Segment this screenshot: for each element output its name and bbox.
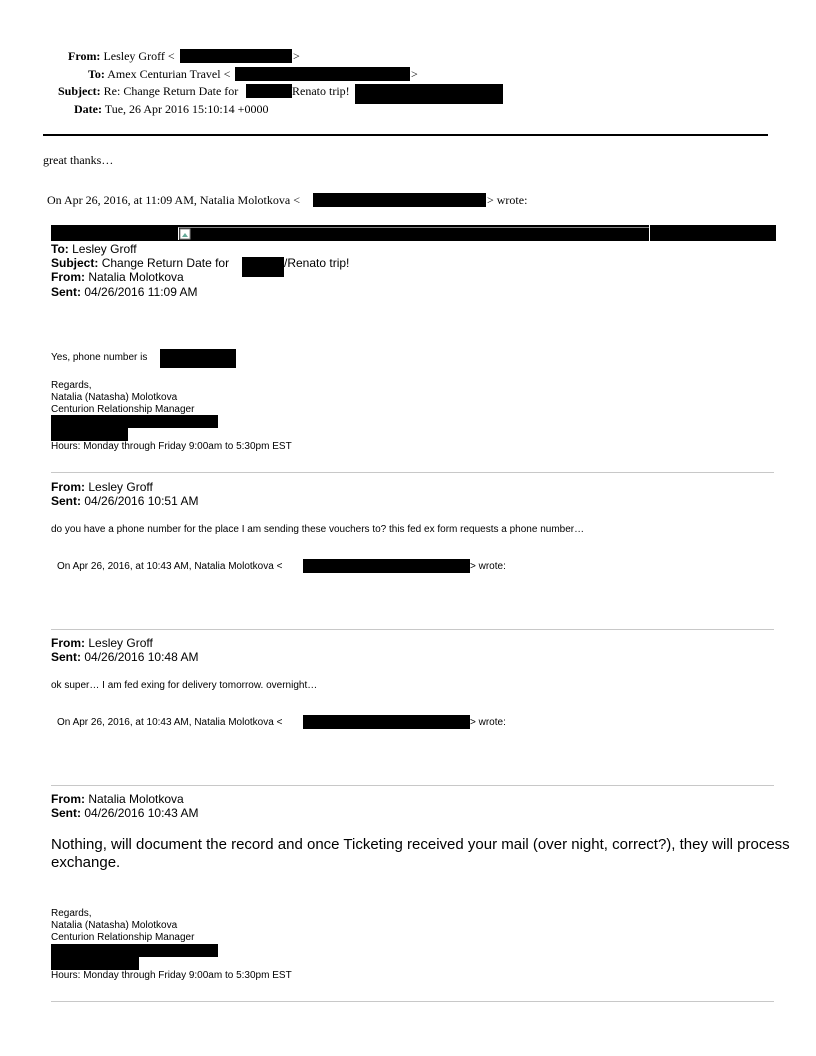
- redaction: [246, 84, 292, 98]
- sig-regards: Regards,: [51, 380, 92, 391]
- from-row: [68, 49, 175, 64]
- fwd-sent-value: 04/26/2016 11:09 AM: [84, 285, 198, 299]
- redaction: [303, 559, 470, 573]
- sig-title: Centurion Relationship Manager: [51, 404, 195, 415]
- sig-title: Centurion Relationship Manager: [51, 932, 195, 943]
- message-divider: [51, 472, 774, 473]
- msg1-sent-label: Sent:: [51, 494, 81, 508]
- subject-label: Subject:: [58, 84, 101, 98]
- msg1-from-row: [51, 481, 153, 494]
- sig-name: Natalia (Natasha) Molotkova: [51, 920, 178, 931]
- msg1-sent-value: 04/26/2016 10:51 AM: [84, 494, 199, 508]
- fwd-to-label: To:: [51, 242, 69, 256]
- to-close: >: [411, 67, 418, 81]
- msg2-quote-before: On Apr 26, 2016, at 10:43 AM, Natalia Molotkova <: [57, 717, 283, 728]
- fwd-sent-row: [51, 286, 198, 299]
- redaction: [242, 257, 284, 277]
- msg2-from-value: Lesley Groff: [88, 636, 153, 650]
- redaction: [51, 944, 218, 957]
- date-row: [74, 102, 268, 117]
- redaction: [51, 428, 128, 441]
- msg3-body-line2: exchange.: [51, 854, 121, 871]
- msg1-quote-after: > wrote:: [470, 561, 506, 572]
- sig-regards: Regards,: [51, 908, 92, 919]
- redaction: [235, 67, 410, 81]
- subject-tail: Renato trip!: [292, 84, 350, 98]
- msg2-from-label: From:: [51, 636, 85, 650]
- header-divider: [43, 134, 768, 136]
- quote-intro-before: On Apr 26, 2016, at 11:09 AM, Natalia Molotkova <: [47, 193, 300, 207]
- fwd-from-row: [51, 271, 184, 284]
- subject-row: [58, 84, 238, 99]
- msg3-from-label: From:: [51, 792, 85, 806]
- msg3-from-value: Natalia Molotkova: [88, 792, 184, 806]
- redaction: [303, 715, 470, 729]
- msg2-sent-value: 04/26/2016 10:48 AM: [84, 650, 199, 664]
- to-value: Amex Centurian Travel <: [107, 67, 231, 81]
- fwd-to-value: Lesley Groff: [72, 242, 137, 256]
- redaction: [160, 349, 236, 368]
- date-value: Tue, 26 Apr 2016 15:10:14 +0000: [104, 102, 269, 116]
- fwd-from-value: Natalia Molotkova: [88, 270, 184, 284]
- msg3-from-row: [51, 793, 184, 806]
- fwd-subject-value: Change Return Date for: [101, 256, 230, 270]
- fwd-subject-label: Subject:: [51, 256, 99, 270]
- fwd-subject-tail: /Renato trip!: [284, 256, 350, 270]
- msg1-body: do you have a phone number for the place I am sending these vouchers to? this fed ex form requests a phone number…: [51, 524, 585, 535]
- msg2-body: ok super… I am fed exing for delivery tomorrow. overnight…: [51, 680, 318, 691]
- msg2-sent-label: Sent:: [51, 650, 81, 664]
- sig-name: Natalia (Natasha) Molotkova: [51, 392, 178, 403]
- fwd-subject-row: [51, 257, 229, 270]
- msg1-quote-before: On Apr 26, 2016, at 10:43 AM, Natalia Molotkova <: [57, 561, 283, 572]
- redaction: [51, 415, 218, 428]
- fwd-sent-label: Sent:: [51, 285, 81, 299]
- msg1-from-value: Lesley Groff: [88, 480, 153, 494]
- redaction: [355, 84, 503, 104]
- fwd-from-label: From:: [51, 270, 85, 284]
- date-label: Date:: [74, 102, 102, 116]
- msg2-sent-row: [51, 651, 198, 664]
- sig-hours: Hours: Monday through Friday 9:00am to 5:30pm EST: [51, 441, 292, 452]
- msg3-body-line1: Nothing, will document the record and once Ticketing received your mail (over night, correct?), they will process: [51, 836, 790, 853]
- message-divider: [51, 785, 774, 786]
- redaction: [51, 957, 139, 970]
- fwd-to-row: [51, 243, 137, 256]
- msg3-sent-value: 04/26/2016 10:43 AM: [84, 806, 199, 820]
- from-label: From:: [68, 49, 101, 63]
- quote-intro-after: > wrote:: [487, 193, 528, 207]
- to-label: To:: [88, 67, 105, 81]
- broken-image-icon: [179, 228, 191, 240]
- fwd-body: Yes, phone number is: [51, 352, 148, 363]
- subject-value: Re: Change Return Date for: [103, 84, 239, 98]
- redaction: [313, 193, 486, 207]
- redaction: [180, 49, 292, 63]
- msg1-from-label: From:: [51, 480, 85, 494]
- msg2-quote-after: > wrote:: [470, 717, 506, 728]
- msg1-sent-row: [51, 495, 198, 508]
- msg3-sent-label: Sent:: [51, 806, 81, 820]
- from-close: >: [293, 49, 300, 63]
- message-divider: [51, 1001, 774, 1002]
- reply-body: great thanks…: [43, 153, 114, 167]
- to-row: [88, 67, 230, 82]
- msg3-sent-row: [51, 807, 198, 820]
- msg2-from-row: [51, 637, 153, 650]
- divider: [649, 225, 650, 241]
- message-divider: [51, 629, 774, 630]
- sig-hours: Hours: Monday through Friday 9:00am to 5:30pm EST: [51, 970, 292, 981]
- from-value: Lesley Groff <: [103, 49, 175, 63]
- quote-intro: [47, 194, 300, 207]
- broken-image: [178, 227, 649, 240]
